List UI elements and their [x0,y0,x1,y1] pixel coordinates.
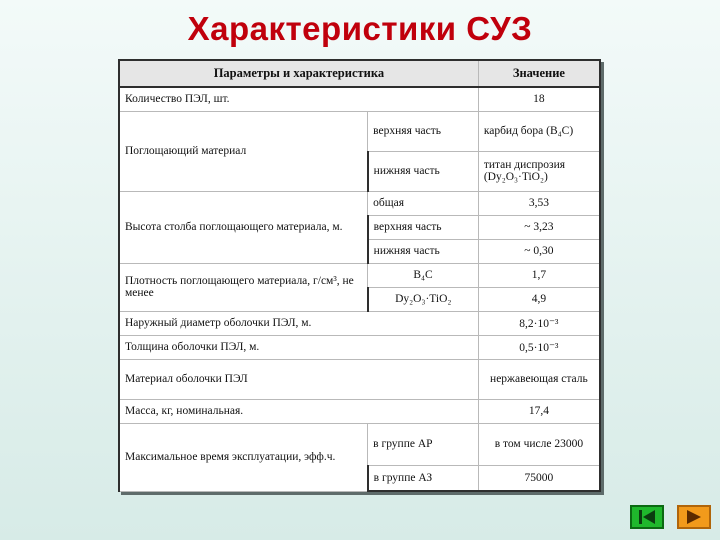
play-forward-icon [684,509,704,525]
table-row [119,111,600,151]
absorber-lower-value: титан диспрозия (Dy₂O₃·TiO₂) [478,151,600,191]
skip-back-icon [637,509,657,525]
pel-count-label: Количество ПЭЛ, шт. [119,87,478,111]
table-row [119,263,600,287]
header-param: Параметры и характеристика [119,60,478,87]
header-value: Значение [478,60,600,87]
height-lower-part: нижняя часть [368,239,479,263]
height-lower-value: ~ 0,30 [478,239,600,263]
density-dy-value: 4,9 [478,287,600,311]
absorber-upper-part: верхняя часть [368,111,479,151]
height-label: Высота столба поглощающего материала, м. [119,191,368,263]
operation-az-part: в группе АЗ [368,465,479,491]
table-row [119,423,600,465]
thickness-label: Толщина оболочки ПЭЛ, м. [119,335,478,359]
operation-ar-value: в том числе 23000 [478,423,600,465]
absorber-label: Поглощающий материал [119,111,368,191]
absorber-lower-part: нижняя часть [368,151,479,191]
table-row [119,87,600,111]
density-label: Плотность поглощающего материала, г/см³, не менее [119,263,368,311]
operation-az-value: 75000 [478,465,600,491]
table-row [119,399,600,423]
slide-title: Характеристики СУЗ [187,10,533,47]
operation-ar-part: в группе АР [368,423,479,465]
density-b4c-part: В₄С [368,263,479,287]
height-upper-value: ~ 3,23 [478,215,600,239]
mass-value: 17,4 [478,399,600,423]
height-total-value: 3,53 [478,191,600,215]
density-b4c-value: 1,7 [478,263,600,287]
outer-diameter-value: 8,2·10⁻³ [478,311,600,335]
height-total-part: общая [368,191,479,215]
table-header-row [119,60,600,87]
thickness-value: 0,5·10⁻³ [478,335,600,359]
operation-label: Максимальное время эксплуатации, эфф.ч. [119,423,368,491]
density-dy-part: Dy₂O₃·TiO₂ [368,287,479,311]
table-row [119,359,600,399]
table-row [119,311,600,335]
next-slide-button[interactable] [677,505,711,529]
absorber-upper-value: карбид бора (В₄С) [478,111,600,151]
pel-count-value: 18 [478,87,600,111]
table-row [119,335,600,359]
material-label: Материал оболочки ПЭЛ [119,359,478,399]
height-upper-part: верхняя часть [368,215,479,239]
table-row [119,191,600,215]
prev-slide-button[interactable] [630,505,664,529]
mass-label: Масса, кг, номинальная. [119,399,478,423]
outer-diameter-label: Наружный диаметр оболочки ПЭЛ, м. [119,311,478,335]
material-value: нержавеющая сталь [478,359,600,399]
specs-table [118,59,601,492]
